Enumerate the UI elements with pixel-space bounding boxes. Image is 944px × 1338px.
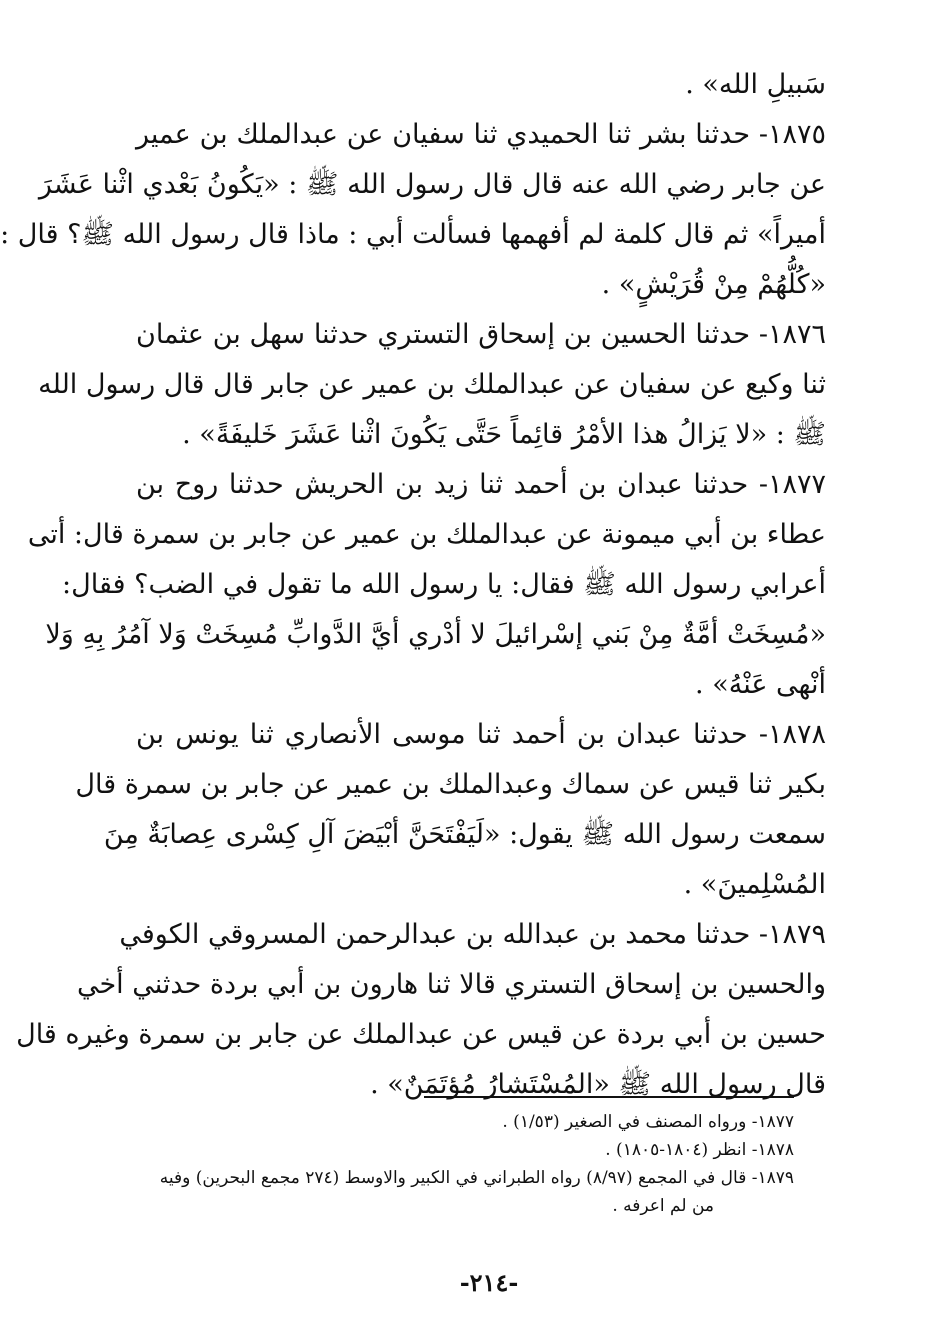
text-line: قال رسول الله ﷺ «المُسْتَشارُ مُؤتَمَنٌ» . xyxy=(370,1069,826,1100)
text-line: ثنا وكيع عن سفيان عن عبدالملك بن عمير عن جابر قال قال رسول الله xyxy=(38,369,826,400)
text-line: سمعت رسول الله ﷺ يقول: «لَيَفْتَحَنَّ أبْيَضَ آلِ كِسْرى عِصابَةٌ مِنَ xyxy=(103,819,826,850)
opening-line: سَبيلِ الله» . xyxy=(685,69,826,100)
text-line: بكير ثنا قيس عن سماك وعبدالملك بن عمير عن جابر بن سمرة قال xyxy=(75,769,826,800)
text-line: «كُلُّهُمْ مِنْ قُرَيْشٍ» . xyxy=(601,269,826,300)
text-line: حسين بن أبي بردة عن قيس عن عبدالملك عن جابر بن سمرة وغيره قال xyxy=(16,1019,826,1050)
text-line: عن جابر رضي الله عنه قال قال رسول الله ﷺ : «يَكُونُ بَعْدي اثْنا عَشَرَ xyxy=(38,169,826,200)
text-line: ١٨٧٩- حدثنا محمد بن عبدالله بن عبدالرحمن المسروقي الكوفي xyxy=(119,919,826,950)
text-line: المُسْلِمينَ» . xyxy=(683,869,826,900)
text-line: ﷺ : «لا يَزالُ هذا الأمْرُ قائِماً حَتَّى يَكُونَ اثْنا عَشَرَ خَليفَةً» . xyxy=(182,419,826,450)
text-line: ١٨٧٦- حدثنا الحسين بن إسحاق التستري حدثنا سهل بن عثمان xyxy=(136,319,826,350)
page-number: -٢١٤- xyxy=(459,1268,519,1297)
text-line: أميراً» ثم قال كلمة لم أفهمها فسألت أبي : ماذا قال رسول الله ﷺ؟ قال : xyxy=(0,219,826,250)
text-line: أنْهى عَنْهُ» . xyxy=(695,669,826,700)
main-text xyxy=(0,60,826,1110)
footnote-1878: ١٨٧٨- انظر (١٨٠٤-١٨٠٥) . xyxy=(605,1140,794,1160)
hadith-1879 xyxy=(16,910,826,1110)
footnotes xyxy=(134,1096,794,1220)
text-line: «مُسِخَتْ أمَّةٌ مِنْ بَني إسْرائيلَ لا أدْري أيَّ الدَّوابِّ مُسِخَتْ وَلا آمُرُ بِهِ وَلا xyxy=(45,619,826,650)
text-line: ١٨٧٨- حدثنا عبدان بن أحمد ثنا موسى الأنصاري ثنا يونس بن xyxy=(136,719,826,750)
hadith-1878 xyxy=(75,710,826,910)
text-line: ١٨٧٥- حدثنا بشر ثنا الحميدي ثنا سفيان عن عبدالملك بن عمير xyxy=(136,119,826,150)
hadith-1876 xyxy=(38,310,826,460)
text-line: ١٨٧٧- حدثنا عبدان بن أحمد ثنا زيد بن الحريش حدثنا روح بن xyxy=(136,469,826,500)
footnote-1879: ١٨٧٩- قال في المجمع (٨/٩٧) رواه الطبراني في الكبير والاوسط (٢٧٤ مجمع البحرين) وفيه xyxy=(159,1168,794,1188)
text-line: عطاء بن أبي ميمونة عن عبدالملك بن عمير عن جابر بن سمرة قال: أتى xyxy=(27,519,826,550)
text-line: والحسين بن إسحاق التستري قالا ثنا هارون بن أبي بردة حدثني أخي xyxy=(76,969,826,1000)
footnote-1877: ١٨٧٧- ورواه المصنف في الصغير (١/٥٣) . xyxy=(502,1112,794,1132)
hadith-1875 xyxy=(0,110,826,310)
footnote-1879-continuation: من لم اعرفه . xyxy=(612,1196,714,1216)
text-line: أعرابي رسول الله ﷺ فقال: يا رسول الله ما تقول في الضب؟ فقال: xyxy=(62,569,826,600)
hadith-1877 xyxy=(27,460,826,710)
footnote-divider xyxy=(424,1096,794,1098)
